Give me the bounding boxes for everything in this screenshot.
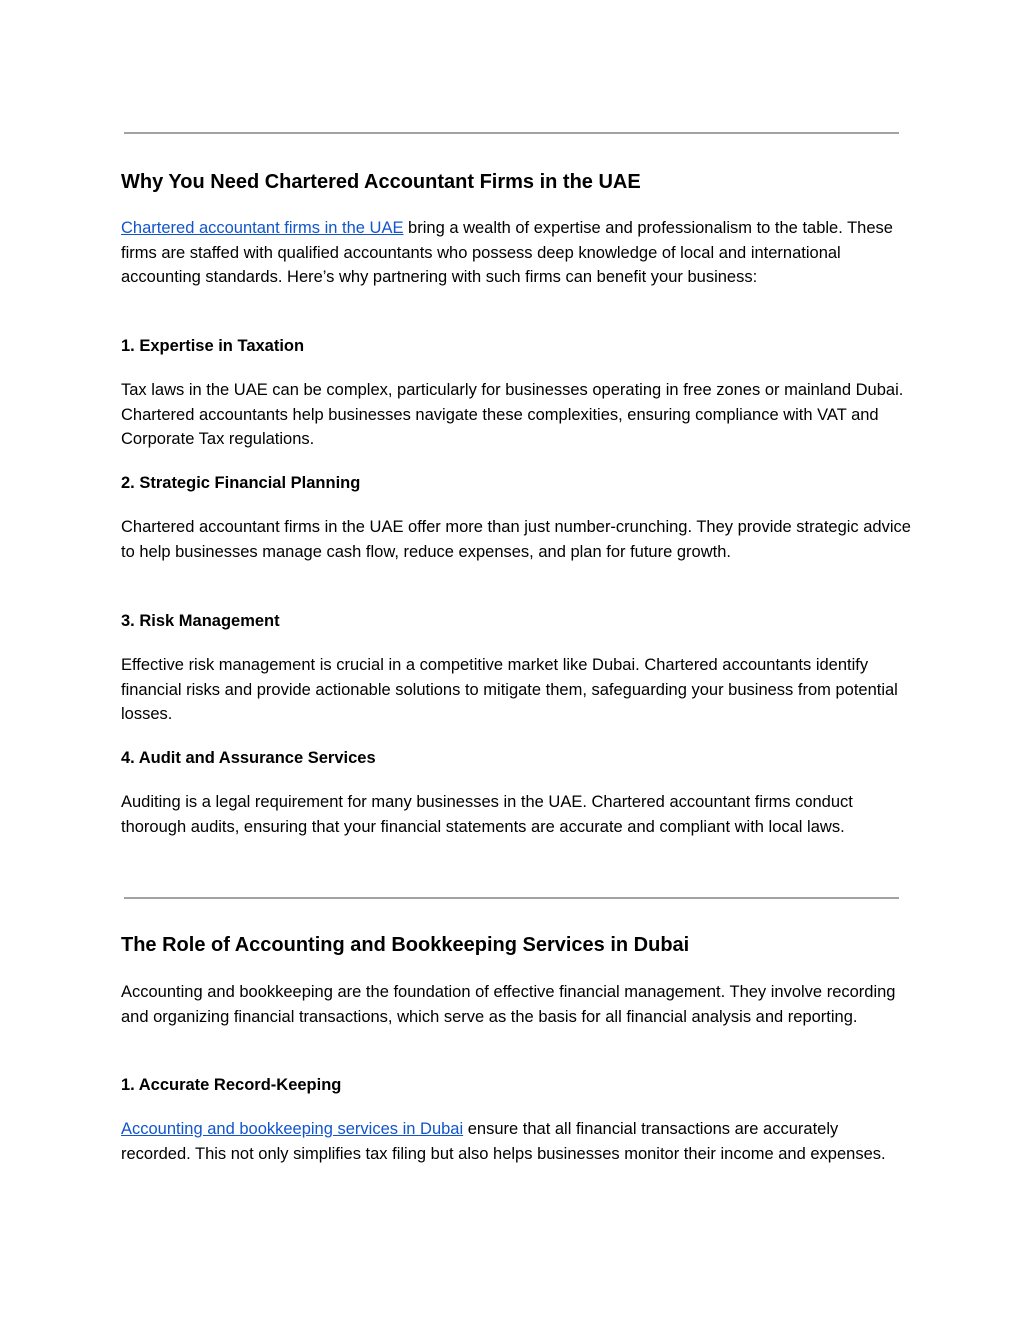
intro-text: bring a wealth of expertise and professionalism to the table. These firms are staffed with qualified accountants who possess deep knowledge of local and international accounting standards. Here’s why partnering with such firms can benefit your business: [121,219,893,286]
subheading-strategic-planning: 2. Strategic Financial Planning [121,474,361,492]
section-heading [121,932,911,958]
paragraph [121,653,911,727]
paragraph-expertise-taxation: Tax laws in the UAE can be complex, particularly for businesses operating in free zones or mainland Dubai. Chartered accountants help businesses navigate these complexities, ensuring compliance with VAT and Corporate Tax regulations. [121,381,904,448]
paragraph-risk-management: Effective risk management is crucial in a competitive market like Dubai. Chartered accountants identify financial risks and provide actionable solutions to mitigate them, safeguarding your business from potential losses. [121,656,898,723]
horizontal-divider [124,132,899,134]
paragraph-strategic-planning: Chartered accountant firms in the UAE offer more than just number-crunching. They provide strategic advice to help businesses manage cash flow, reduce expenses, and plan for future growth. [121,518,911,561]
section-title: The Role of Accounting and Bookkeeping Services in Dubai [121,934,690,956]
subheading-audit-assurance: 4. Audit and Assurance Services [121,749,376,767]
subheading [121,610,911,632]
chartered-accountant-firms-link[interactable]: Chartered accountant firms in the UAE [121,219,404,237]
subheading [121,747,911,769]
paragraph [121,515,911,564]
subheading [121,472,911,494]
paragraph [121,790,911,839]
intro-paragraph [121,216,911,290]
horizontal-divider [124,897,899,899]
record-keeping-text: ensure that all financial transactions are accurately recorded. This not only simplifies tax filing but also helps businesses monitor their income and expenses. [121,1120,886,1163]
accounting-bookkeeping-services-link[interactable]: Accounting and bookkeeping services in Dubai [121,1120,464,1138]
section-title: Why You Need Chartered Accountant Firms in the UAE [121,171,641,193]
paragraph-accounting-intro: Accounting and bookkeeping are the foundation of effective financial management. They involve recording and organizing financial transactions, which serve as the basis for all financial analysis and reporting. [121,983,896,1026]
subheading [121,335,911,357]
subheading-risk-management: 3. Risk Management [121,612,280,630]
paragraph [121,378,911,452]
paragraph-audit-assurance: Auditing is a legal requirement for many businesses in the UAE. Chartered accountant firms conduct thorough audits, ensuring that your financial statements are accurate and compliant with local laws. [121,793,853,836]
subheading-expertise-taxation: 1. Expertise in Taxation [121,337,305,355]
intro-paragraph [121,980,911,1029]
subheading-record-keeping: 1. Accurate Record-Keeping [121,1076,342,1094]
subheading [121,1074,911,1096]
section-heading [121,169,911,195]
paragraph [121,1117,911,1166]
